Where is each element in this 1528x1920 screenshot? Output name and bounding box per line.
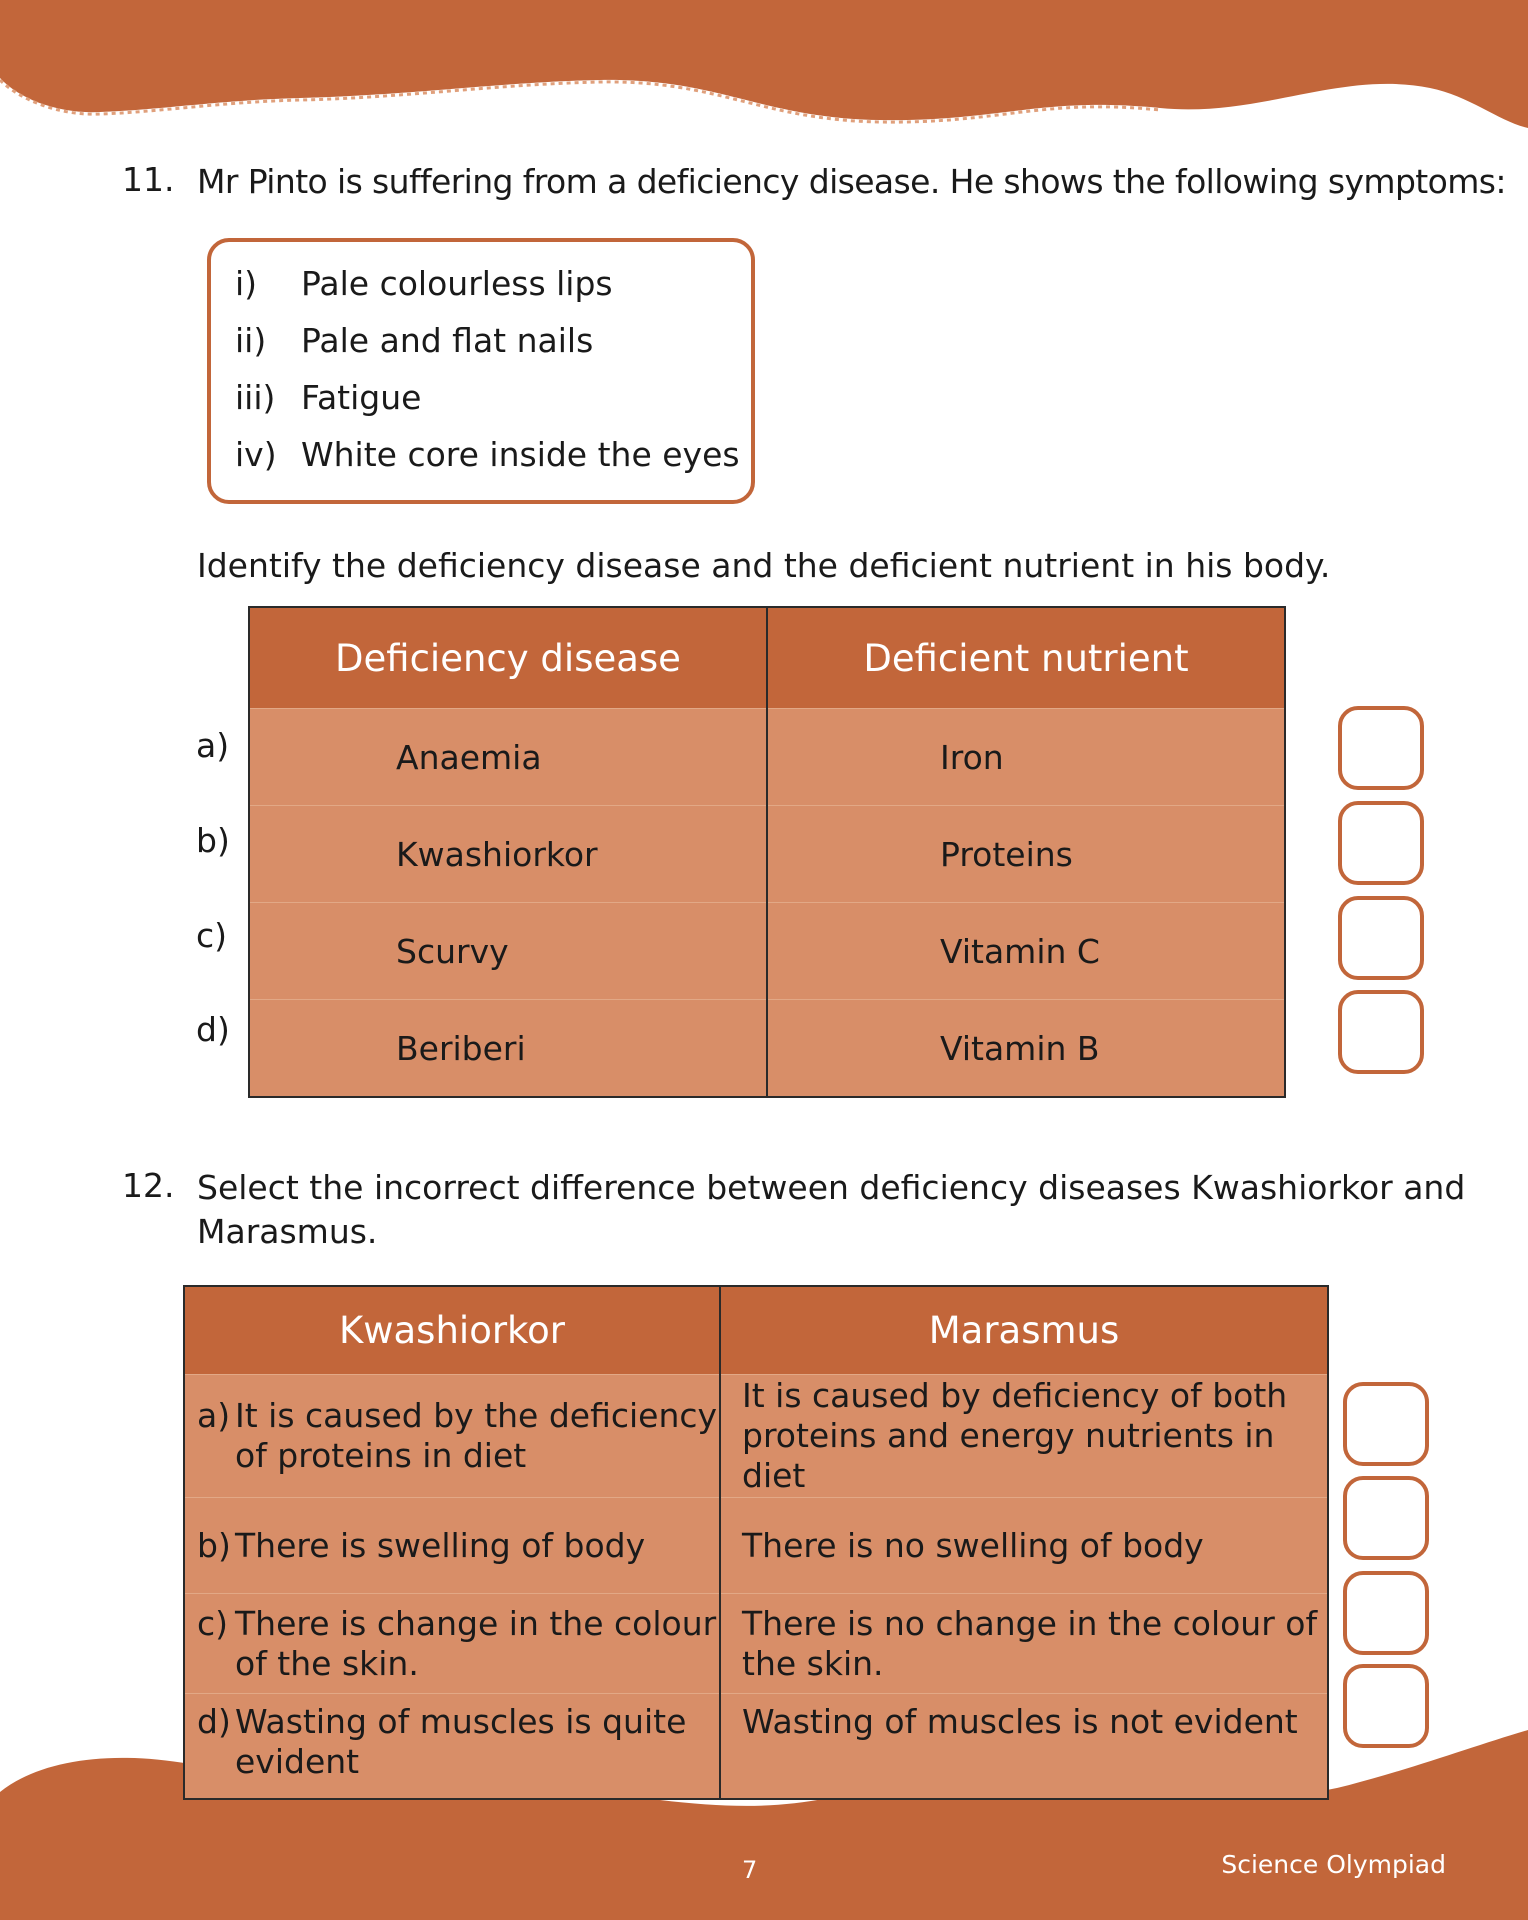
table-header-disease: Deficiency disease <box>249 607 767 709</box>
option-label-a: a) <box>196 726 230 765</box>
answer-checkbox-d[interactable] <box>1338 990 1424 1074</box>
option-label-b: b) <box>196 821 230 860</box>
table-row[interactable] <box>249 1000 1285 1098</box>
table-header-row <box>184 1286 1328 1375</box>
marasmus-cell: It is caused by deficiency of both proteins and energy nutrients in diet <box>720 1375 1328 1498</box>
table-header-marasmus: Marasmus <box>720 1286 1328 1375</box>
disease-cell: Beriberi <box>249 1000 767 1098</box>
marasmus-cell: Wasting of muscles is not evident <box>720 1694 1328 1800</box>
symptom-item: iii) Fatigue <box>235 378 422 417</box>
question-12-text-line1: Select the incorrect difference between deficiency diseases Kwashiorkor and <box>197 1168 1466 1207</box>
answer-checkbox-a[interactable] <box>1343 1382 1429 1466</box>
question-12-number: 12. <box>122 1166 175 1205</box>
option-label-c: c) <box>196 916 228 955</box>
symptom-item: i) Pale colourless lips <box>235 264 613 303</box>
table-row[interactable] <box>249 903 1285 1000</box>
answer-checkbox-d[interactable] <box>1343 1664 1429 1748</box>
symptom-item: iv) White core inside the eyes <box>235 435 740 474</box>
disease-cell: Anaemia <box>249 709 767 806</box>
symptoms-box <box>207 238 755 504</box>
disease-cell: Scurvy <box>249 903 767 1000</box>
option-label-d: d) <box>196 1010 230 1049</box>
table-row[interactable] <box>184 1694 1328 1800</box>
table-row[interactable] <box>184 1498 1328 1594</box>
question-11-prompt: Identify the deficiency disease and the deficient nutrient in his body. <box>197 546 1331 585</box>
nutrient-cell: Vitamin B <box>767 1000 1285 1098</box>
answer-checkbox-c[interactable] <box>1343 1571 1429 1655</box>
table-header-row <box>249 607 1285 709</box>
nutrient-cell: Iron <box>767 709 1285 806</box>
disease-cell: Kwashiorkor <box>249 806 767 903</box>
question-11-text: Mr Pinto is suffering from a deficiency disease. He shows the following symptoms: <box>197 162 1506 201</box>
question-11-options-table <box>248 606 1286 1098</box>
answer-checkbox-a[interactable] <box>1338 706 1424 790</box>
marasmus-cell: There is no change in the colour of the skin. <box>720 1594 1328 1694</box>
footer-title: Science Olympiad <box>1221 1850 1446 1879</box>
table-row[interactable] <box>184 1375 1328 1498</box>
nutrient-cell: Proteins <box>767 806 1285 903</box>
table-row[interactable] <box>184 1594 1328 1694</box>
table-header-kwashiorkor: Kwashiorkor <box>184 1286 720 1375</box>
table-row[interactable] <box>249 709 1285 806</box>
answer-checkbox-c[interactable] <box>1338 896 1424 980</box>
page-number: 7 <box>742 1856 758 1884</box>
question-12-options-table <box>183 1285 1329 1800</box>
question-12-text-line2: Marasmus. <box>197 1212 378 1251</box>
symptom-item: ii) Pale and flat nails <box>235 321 594 360</box>
top-wave-banner <box>0 0 1528 140</box>
kwashiorkor-cell: c) There is change in the colour of the skin. <box>184 1594 720 1694</box>
answer-checkbox-b[interactable] <box>1338 801 1424 885</box>
question-11-number: 11. <box>122 160 175 199</box>
nutrient-cell: Vitamin C <box>767 903 1285 1000</box>
table-header-nutrient: Deficient nutrient <box>767 607 1285 709</box>
kwashiorkor-cell: a) It is caused by the deficiency of proteins in diet <box>184 1375 720 1498</box>
answer-checkbox-b[interactable] <box>1343 1476 1429 1560</box>
marasmus-cell: There is no swelling of body <box>720 1498 1328 1594</box>
table-row[interactable] <box>249 806 1285 903</box>
kwashiorkor-cell: d) Wasting of muscles is quite evident <box>184 1694 720 1800</box>
kwashiorkor-cell: b) There is swelling of body <box>184 1498 720 1594</box>
